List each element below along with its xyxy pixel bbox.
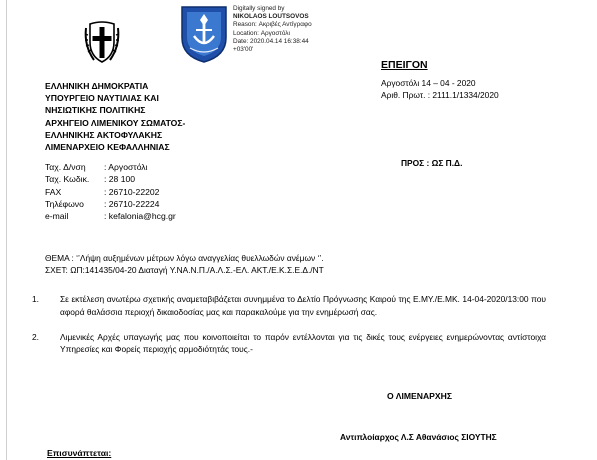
contact-label: Ταχ. Δ/νση: [45, 162, 86, 172]
header-line: ΥΠΟΥΡΓΕΙΟ ΝΑΥΤΙΛΙΑΣ ΚΑΙ: [45, 93, 159, 104]
item-number: 1.: [32, 294, 39, 304]
header-line: ΕΛΛΗΝΙΚΗ ΔΗΜΟΚΡΑΤΙΑ: [45, 81, 149, 91]
issuer-header: [45, 80, 185, 153]
protocol-number: Αριθ. Πρωτ. : 2111.1/1334/2020: [381, 90, 499, 101]
item-text: Λιμενικές Αρχές υπαγωγής μας που κοινοποιείται το παρόν εντέλλονται για τις δικές τους ενέργειες ενημερώνοντας αντίστοιχα Υπηρεσίες και Φορείς περιοχής αρμοδιότητάς τους.-: [60, 331, 546, 355]
signature-date: Date: 2020.04.14 16:38:44: [233, 37, 309, 45]
page-margin-line: [6, 0, 7, 460]
contact-label: Τηλέφωνο: [45, 198, 84, 209]
contact-row: [45, 173, 176, 185]
recipient-line: ΠΡΟΣ : ΩΣ Π.Δ.: [401, 158, 463, 168]
signature-location: Location: Αργοστόλι: [233, 29, 290, 37]
contact-row: [45, 161, 176, 173]
contact-value: : 28 100: [104, 174, 136, 185]
header-line: ΝΗΣΙΩΤΙΚΗΣ ΠΟΛΙΤΙΚΗΣ: [45, 105, 146, 116]
contact-label: e-mail: [45, 211, 69, 222]
list-item: [32, 293, 546, 319]
greek-emblem-icon: [82, 16, 122, 66]
reference-line: ΣΧΕΤ: ΩΠ:141435/04-20 Διαταγή Υ.ΝΑ.Ν.Π./Α.Λ.Σ.-ΕΛ. ΑΚΤ./Ε.Κ.Σ.Ε.Δ./ΝΤ: [45, 265, 324, 275]
contact-value: : 26710-22202: [104, 186, 160, 197]
contact-label: FAX: [45, 186, 62, 197]
contact-details: [45, 161, 176, 222]
digital-signature-stamp: [178, 2, 341, 68]
contact-label: Ταχ. Κωδικ.: [45, 174, 90, 185]
date-line: Αργοστόλι 14 – 04 - 2020: [381, 78, 476, 88]
header-line: ΛΙΜΕΝΑΡΧΕΙΟ ΚΕΦΑΛΛΗΝΙΑΣ: [45, 142, 170, 153]
contact-row: [45, 210, 176, 222]
item-text: Σε εκτέλεση ανωτέρω σχετικής αναμεταβιβάζεται συνημμένα το Δελτίο Πρόγνωσης Καιρού της Ε.ΜΥ./Ε.ΜΚ. 14-04-2020/13:00 που αφορά θαλάσσια περιοχή δικαιοδοσίας μας και παρακαλούμε για την ενημέρωσή σας.: [60, 294, 546, 317]
date-protocol-block: [381, 77, 499, 102]
signature-tz: +03'00': [233, 46, 254, 54]
subject-line: ΘΕΜΑ : ‘’Λήψη αυξημένων μέτρων λόγω αναγγελίας θυελλωδών ανέμων ‘’.: [45, 253, 324, 263]
body-list: [32, 293, 546, 368]
subject-block: [45, 252, 324, 276]
contact-row: [45, 186, 176, 198]
header-line: ΑΡΧΗΓΕΙΟ ΛΙΜΕΝΙΚΟΥ ΣΩΜΑΤΟΣ-: [45, 117, 186, 128]
email-link[interactable]: : kefalonia@hcg.gr: [104, 211, 176, 222]
signature-text: [233, 5, 312, 54]
signature-signer: NIKOLAOS LOUTSOVOS: [233, 13, 309, 21]
harbor-master-title: Ο ΛΙΜΕΝΑΡΧΗΣ: [387, 391, 453, 401]
contact-value: : Αργοστόλι: [104, 162, 148, 172]
coast-guard-logo-icon: [178, 4, 230, 64]
item-number: 2.: [32, 331, 39, 342]
signature-reason: Reason: Ακριβές Αντίγραφο: [233, 21, 312, 29]
list-item: [32, 331, 546, 357]
enclosed-label: Επισυνάπτεται:: [47, 448, 112, 458]
signature-line1: Digitally signed by: [233, 5, 285, 12]
header-line: ΕΛΛΗΝΙΚΗΣ ΑΚΤΟΦΥΛΑΚΗΣ: [45, 129, 163, 140]
contact-row: [45, 198, 176, 210]
contact-value: : 26710-22224: [104, 198, 160, 209]
urgent-label: ΕΠΕΙΓΟΝ: [381, 59, 428, 71]
signer-name: Αντιπλοίαρχος Λ.Σ Αθανάσιος ΣΙΟΥΤΗΣ: [340, 432, 497, 442]
